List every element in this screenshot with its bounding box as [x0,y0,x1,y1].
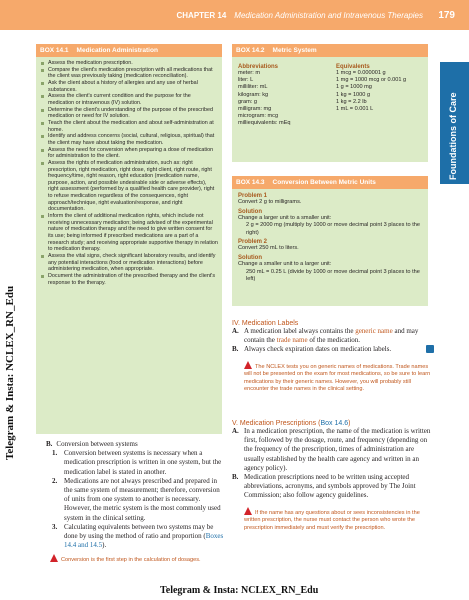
solution-label: Solution [238,208,262,215]
alert-text: Conversion is the first step in the calculation of dosages. [61,557,201,564]
table-cell: microgram: mcg [238,113,279,120]
list-item [232,427,432,473]
list-item: Determine the client's understanding of the purpose of the prescribed medication or need for IV solution. [48,107,218,120]
item-label: A. [232,327,239,335]
list-item [232,473,432,501]
box-heading: Conversion Between Metric Units [272,179,376,186]
alert-note [232,507,432,533]
box-heading: Metric System [272,47,317,54]
item-number: 2. [52,476,58,485]
item-label: B. [232,345,239,354]
item-text: and may contain the [244,327,419,345]
list-item: Document the administration of the prescribed therapy and the client's response to the therapy. [48,273,218,286]
box-heading: Medication Administration [76,47,158,54]
side-tab-label: Foundations of Care [448,92,458,180]
section-side-tab [440,62,469,184]
table-cell: meter: m [238,70,261,76]
item-text: In a medication prescription, the name of the medication is written first, followed by the dosage, route, and frequency (depending on the frequency of the prescription, times of administration are usually established by the health care agency and written in an agency policy). [244,427,431,472]
list-item: Assess the vital signs, check significant laboratory results, and identify any potential interactions (food or medication interactions) before administering medication, when appropriate. [48,253,218,273]
table-cell: 1 g = 1000 mg [336,84,372,91]
solution-text: Change a larger unit to a smaller unit: [238,214,332,221]
column-header: Abbreviations [238,64,279,70]
warning-icon [50,554,58,562]
column-header: Equivalents [336,64,370,70]
box-body [232,189,428,284]
problem-label: Problem 2 [238,239,268,246]
box-conversion-metric-units [232,176,428,306]
table-cell: milligram: mg [238,106,272,113]
solution-text: 250 mL = 0.25 L (divide by 1000 or move decimal point 3 places to the left) [246,268,420,283]
list-item: Assess the rights of medication administration, such as: right prescription, right medication, right dose, right client, right route, right frequency/time, right reason, right education (medication name, purpose, action, and possible undesirable side or adverse effects), right assessment (performed by a qualified health care provider), right to refuse medication regardless of the consequences, right approach/technique, right evaluation/response, and right documentation. [48,160,218,213]
table-cell: liter: L [238,77,254,84]
table-cell: gram: g [238,98,257,105]
table-cell: 1 mcg = 0.000001 g [336,70,386,76]
item-label: A. [232,427,239,435]
list-item [46,449,224,477]
heading-text: Conversion between systems [56,440,138,448]
item-text: of the medication. [307,336,361,345]
calendar-icon [426,345,434,353]
section-heading [46,440,224,449]
list-item: Assess the client's current condition and the purpose for the medication or intravenous (IV) solution. [48,93,218,106]
watermark-side: Telegram & Insta: NCLEX_RN_Edu [4,285,16,460]
item-text: A medication label always contains the [244,327,356,335]
trade-name-term: trade name [276,336,308,345]
problem-text: Convert 2 g to milligrams. [238,199,302,205]
list-item: Assess the medication prescription. [48,60,218,67]
list-item: Inform the client of additional medication rights, which include not receiving unnecessary medication; being advised of the experimental nature of medication therapy and the need to give written consent for its use; being informed if prescribed medications are a part of a research study; and receiving appropriate supportive therapy in relation to medication therapy. [48,213,218,253]
watermark-bottom: Telegram & Insta: NCLEX_RN_Edu [160,585,319,596]
list-item: Ask the client about a history of allergies and any use of herbal substances. [48,80,218,93]
bullet-list [36,57,222,286]
item-label: B. [232,473,239,482]
table-cell: 1 mL = 0.001 L [336,106,374,113]
box-reference-link[interactable]: Boxes 14.4 and 14.5 [64,532,224,550]
running-header [177,11,424,20]
list-item [46,477,224,523]
table-cell: 1 kg = 1000 g [336,91,371,98]
list-item: Identify and address concerns (social, cultural, religious, spiritual) that the client may have about taking the medication. [48,133,218,146]
box-title [232,44,428,57]
list-item [46,523,224,551]
item-number: 1. [52,449,58,458]
problem-text: Convert 250 mL to liters. [238,245,299,252]
list-item [232,327,432,345]
table-cell: 1 mg = 1000 mcg or 0.001 g [336,77,407,84]
item-text: Medication prescriptions need to be written using accepted abbreviations, acronyms, and symbols approved by The Joint Commission; also follow agency guidelines. [244,473,416,500]
generic-name-term: generic name [355,327,393,335]
equivalents-column [336,64,428,113]
chapter-title: Medication Administration and Intravenous Therapies [234,11,423,20]
warning-icon [244,507,252,515]
solution-text: Change a smaller unit to a larger unit: [238,260,332,267]
problem-label: Problem 1 [238,193,268,199]
heading-text: V. Medication Prescriptions ( [232,420,321,427]
alert-note [232,361,432,394]
box-medication-administration [36,44,222,434]
warning-icon [244,361,252,369]
table-cell: milliequivalents: mEq [238,120,291,127]
heading-text: ) [348,420,351,427]
alert-note [46,554,224,565]
list-item [232,345,432,354]
alert-text: The NCLEX tests you on generic names of medications. Trade names will not be presented on the exam for most medications, so be sure to learn medications by their generic names. However, you will probably still encounter the trade names in the clinical setting. [244,363,431,393]
item-text: ). [102,541,107,550]
section-heading [232,420,432,427]
section-medication-labels [232,320,432,394]
alert-text: If the name has any questions about or sees inconsistencies in the written prescription, the nurse must contact the person who wrote the prescription immediately and must verify the prescription. [244,509,420,531]
table-cell: milliliter: mL [238,84,268,91]
chapter-label: CHAPTER 14 [176,11,227,20]
list-item: Compare the client's medication prescription with all medications that the client was previously taking (medication reconciliation). [48,67,218,80]
box-metric-system [232,44,428,162]
item-label: B. [46,440,53,448]
table-cell: kilogram: kg [238,91,269,98]
solution-label: Solution [238,254,262,261]
section-conversion-between-systems [46,440,224,565]
box-reference-link[interactable]: Box 14.6 [320,420,349,427]
abbreviations-column [238,64,328,128]
list-item: Assess the need for conversion when preparing a dose of medication for administration to the client. [48,147,218,160]
box-title [232,176,428,189]
item-text: Always check expiration dates on medication labels. [244,345,392,354]
solution-text: 2 g = 2000 mg (multiply by 1000 or move decimal point 3 places to the right) [246,222,420,236]
section-heading: IV. Medication Labels [232,320,299,327]
list-item: Teach the client about the medication and about self-administration at home. [48,120,218,133]
item-text: Conversion between systems is necessary when a medication prescription is written in one system, but the medication label is stated in another. [64,449,222,476]
item-text: Calculating equivalents between two systems may be done by using the method of ratio and proportion ( [64,522,214,541]
item-text: Medications are not always prescribed and prepared in the same system of measurement; therefore, conversion of units from one system to another is necessary. However, the metric system is the most commonly used system in the clinical setting. [64,476,221,522]
box-number: BOX 14.3 [236,179,265,186]
box-number: BOX 14.2 [236,47,265,54]
section-medication-prescriptions [232,420,432,532]
table-cell: 1 kg = 2.2 lb [336,98,367,105]
box-number: BOX 14.1 [40,47,69,54]
page-number: 179 [438,10,455,21]
box-title [36,44,222,57]
item-number: 3. [52,522,58,531]
